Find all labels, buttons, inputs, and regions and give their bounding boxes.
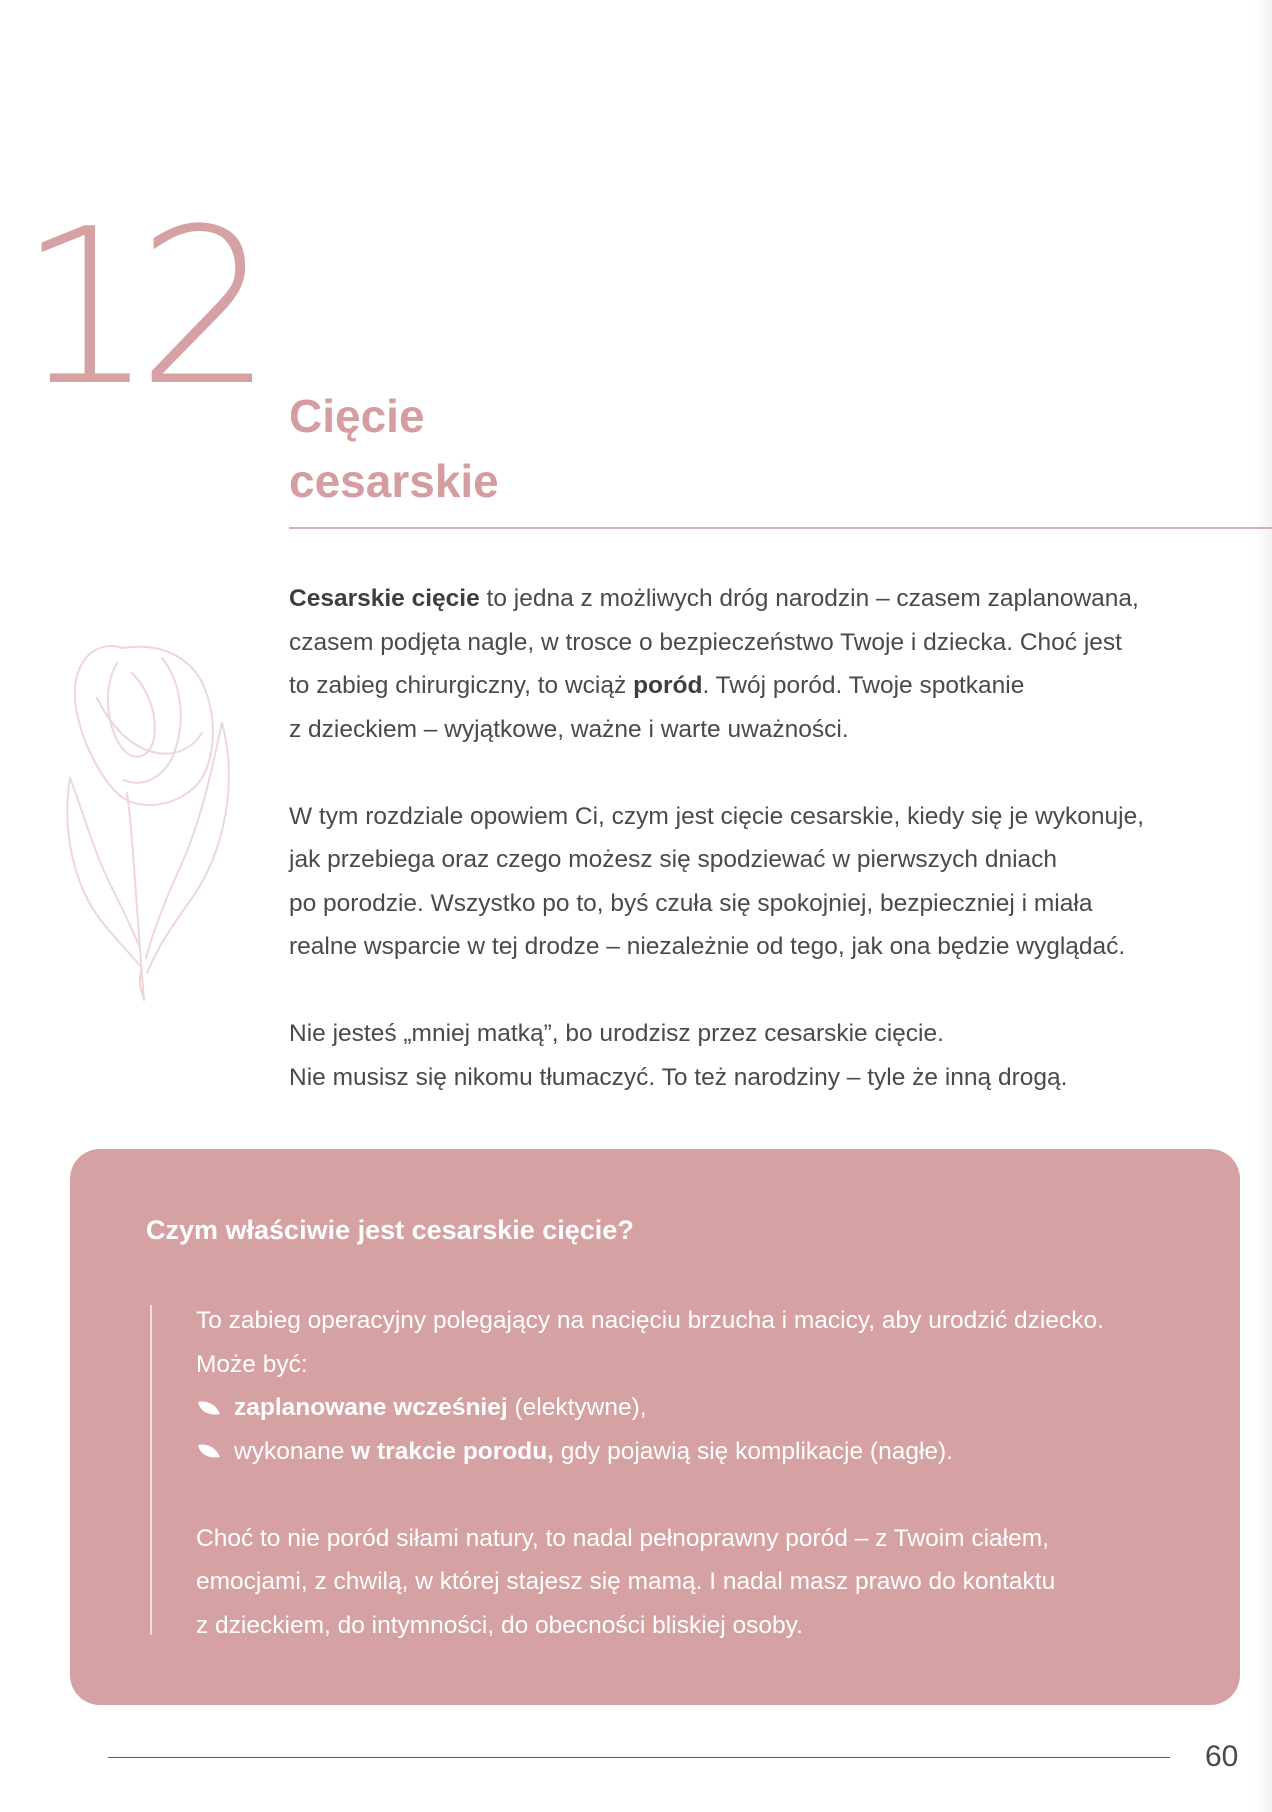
text-line: jak przebiega oraz czego możesz się spodziewać w pierwszych dniach [289,846,1058,873]
text-line: To zabieg operacyjny polegający na nacięciu brzucha i macicy, aby urodzić dziecko. [196,1307,1104,1334]
bold-term: zaplanowane wcześniej [234,1394,508,1421]
bold-term: w trakcie porodu, [351,1437,554,1465]
bullet-item [196,1386,1216,1430]
text-span: wykonane [234,1437,352,1465]
leaf-icon [196,1398,222,1418]
info-box-vertical-rule [150,1305,152,1635]
text-line [289,577,1259,621]
bold-term: Cesarskie cięcie [289,585,480,612]
intro-paragraph-3 [289,1012,1259,1099]
text-span: . Twój poród. Twoje spotkanie [702,672,1025,699]
text-line [289,664,1259,708]
text-span: to zabieg chirurgiczny, to wciąż [289,672,634,699]
text-line: z dzieckiem – wyjątkowe, ważne i warte uważności. [289,715,849,743]
intro-text [289,577,1259,1099]
info-box [70,1149,1240,1705]
paragraph-spacer [196,1473,1216,1517]
chapter-title [289,384,499,514]
text-span: gdy pojawią się komplikacje (nagłe). [553,1437,953,1465]
bullet-item [196,1430,1216,1474]
flower-decoration-icon [62,628,242,1008]
text-line: Nie musisz się nikomu tłumaczyć. To też narodziny – tyle że inną drogą. [289,1063,1068,1091]
title-divider [289,527,1272,529]
chapter-title-line1: Cięcie [289,390,425,442]
text-line: realne wsparcie w tej drodze – niezależnie od tego, jak ona będzie wyglądać. [289,933,1126,960]
text-span: to jedna z możliwych dróg narodzin – czasem zaplanowana, [479,585,1139,612]
text-line: z dzieckiem, do intymności, do obecności bliskiej osoby. [196,1611,803,1639]
info-box-body [196,1299,1216,1647]
text-line: Choć to nie poród siłami natury, to nadal pełnoprawny poród – z Twoim ciałem, [196,1524,1049,1552]
chapter-number: 12 [18,182,256,433]
leaf-icon [196,1441,222,1461]
info-box-title: Czym właściwie jest cesarskie cięcie? [146,1215,634,1245]
text-line: Może być: [196,1350,308,1378]
bullet-text [234,1386,647,1430]
chapter-title-line2: cesarskie [289,455,499,507]
page-number: 60 [1205,1740,1239,1773]
bold-term: poród [633,672,703,699]
text-line: po porodzie. Wszystko po to, byś czuła się spokojniej, bezpieczniej i miała [289,889,1093,917]
text-span: (elektywne), [507,1394,647,1421]
bullet-text [234,1430,953,1474]
intro-paragraph-1 [289,577,1259,751]
footer-divider [108,1757,1170,1758]
text-line: Nie jesteś „mniej matką”, bo urodzisz przez cesarskie cięcie. [289,1020,944,1047]
intro-paragraph-2 [289,795,1259,969]
text-line: W tym rozdziale opowiem Ci, czym jest cięcie cesarskie, kiedy się je wykonuje, [289,802,1145,830]
text-line: emocjami, z chwilą, w której stajesz się mamą. I nadal masz prawo do kontaktu [196,1568,1056,1595]
text-line: czasem podjęta nagle, w trosce o bezpieczeństwo Twoje i dziecka. Choć jest [289,628,1122,656]
